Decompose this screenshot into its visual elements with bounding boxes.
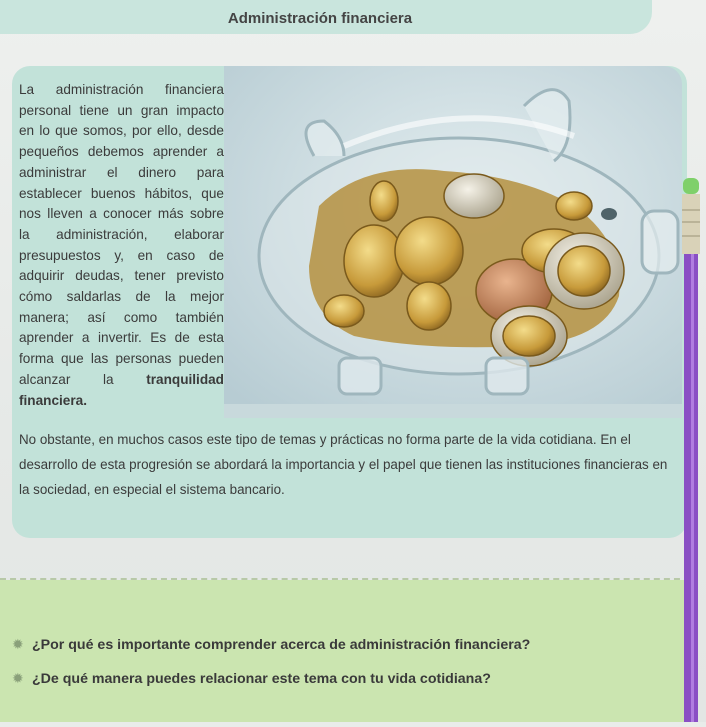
question-1-text: ¿Por qué es importante comprender acerca de administración financiera?: [32, 636, 531, 653]
gear-bullet-icon: ✹: [12, 670, 24, 686]
page-title: Administración financiera: [227, 10, 413, 27]
question-1: [12, 636, 530, 653]
activity-band: [0, 580, 690, 722]
intro-paragraph: [19, 80, 224, 411]
purple-pencil-image: [678, 178, 704, 722]
question-2: [12, 670, 491, 687]
piggy-bank-photo: [224, 66, 682, 418]
intro-bold-end: tranquilidad financiera.: [19, 371, 224, 408]
intro-text: La administración financiera personal tiene un gran impacto en lo que somos, por ello, desde pequeños debemos aprender a administrar el dinero para establecer buenos hábitos, que nos lleven a conocer más sobre la administración, elaborar presupuestos y, en caso de adquirir deudas, tener previsto cómo saldarlas de la mejor manera; así como también aprender a invertir. Es de esta forma que las personas pueden alcanzar la: [19, 82, 224, 387]
gear-bullet-icon: ✹: [12, 636, 24, 652]
body-paragraph: No obstante, en muchos casos este tipo de temas y prácticas no forma parte de la vida cotidiana. En el desarrollo de esta progresión se abordará la importancia y el papel que tienen las instituciones financieras en la sociedad, en especial el sistema bancario.: [19, 432, 668, 497]
question-2-text: ¿De qué manera puedes relacionar este tema con tu vida cotidiana?: [32, 670, 491, 687]
